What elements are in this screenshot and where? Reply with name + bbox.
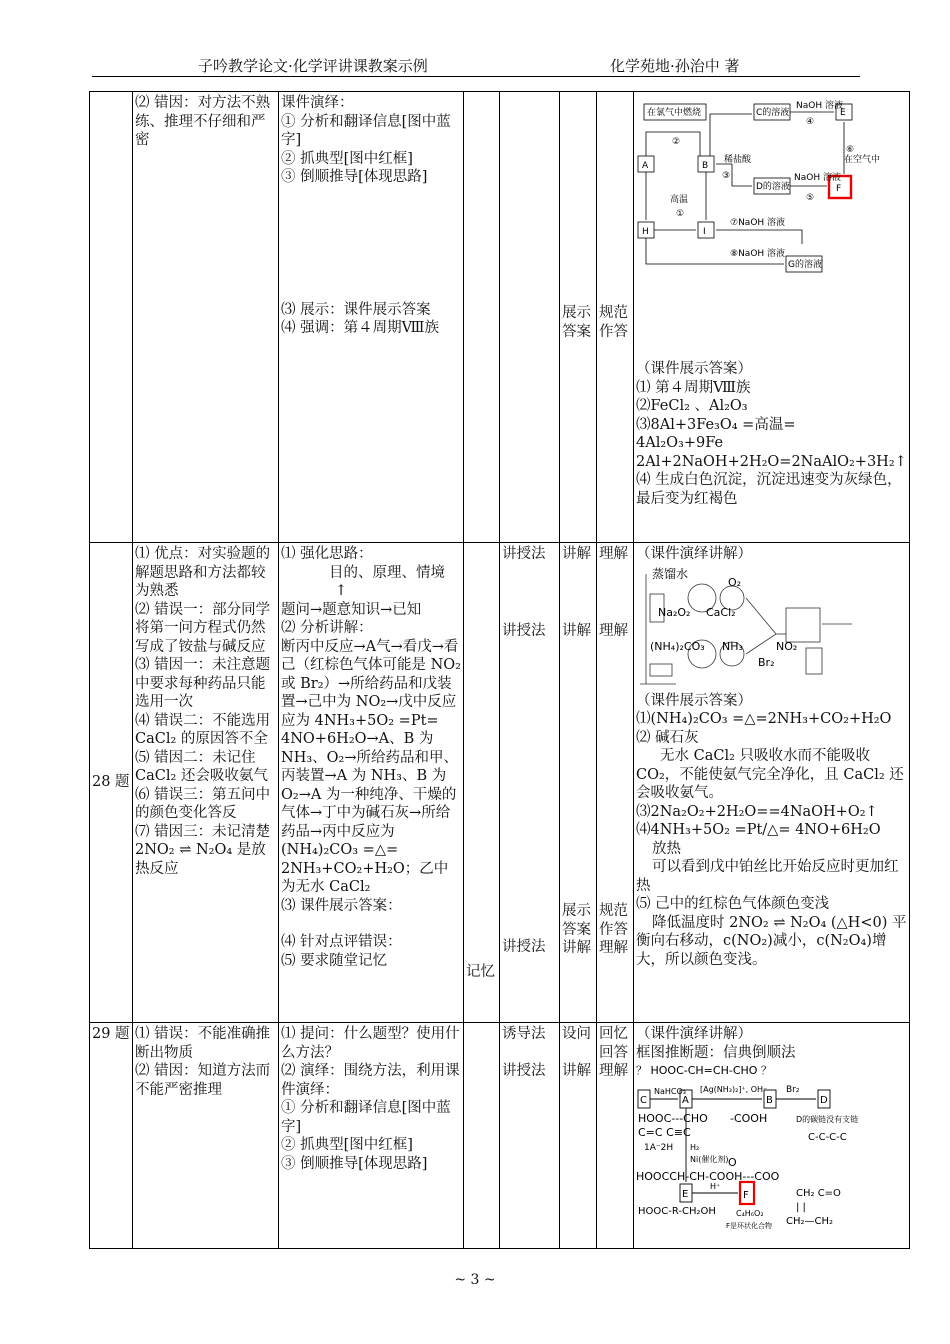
fig-label: HOOCCH-CH-COOH---COO bbox=[636, 1170, 780, 1183]
row3-answer: （课件演绎讲解） bbox=[636, 1026, 752, 1042]
row2-answer: ⑸ 己中的红棕色气体颜色变浅 bbox=[636, 896, 830, 912]
inference-flowchart bbox=[636, 94, 881, 272]
fig-label: Br₂ bbox=[786, 1085, 800, 1095]
fig-label: H⁺ bbox=[710, 1182, 721, 1191]
row3-student: 理解 bbox=[599, 1063, 628, 1079]
cell-student bbox=[597, 1023, 634, 1249]
fig-label: NaOH 溶液 bbox=[796, 101, 843, 111]
fig-label: HOOC---CHO bbox=[638, 1112, 708, 1125]
cell-steps bbox=[279, 1023, 464, 1249]
cell-teacher bbox=[560, 543, 597, 1023]
fig-label: ⑧NaOH 溶液 bbox=[730, 249, 786, 259]
fig-label: Ni(催化剂) bbox=[690, 1155, 729, 1164]
fig-label: E bbox=[682, 1189, 689, 1200]
row2-step: ↑ bbox=[335, 583, 348, 599]
row1-answer: 2Al+2NaOH+2H₂O=2NaAlO₂+3H₂↑ bbox=[636, 453, 907, 470]
row2-answer: 放热 bbox=[652, 840, 681, 857]
header-rule bbox=[92, 76, 860, 77]
fig-label: H₂ bbox=[690, 1143, 700, 1152]
fig-label: CH₂—CH₂ bbox=[786, 1216, 834, 1227]
fig-label: F bbox=[836, 184, 842, 194]
row2-step: ⑸ 要求随堂记忆 bbox=[281, 952, 388, 969]
row3-answer: 框图推断题：信典倒顺法 bbox=[636, 1044, 796, 1061]
cell-steps bbox=[279, 543, 464, 1023]
cell-question bbox=[90, 92, 133, 543]
row2-answer: ⑵ 碱石灰 bbox=[636, 729, 699, 746]
fig-label: ④ bbox=[806, 117, 815, 127]
row1-step: ② 抓典型[图中红框] bbox=[281, 150, 413, 167]
fig-label: C₄H₆O₂ bbox=[736, 1209, 764, 1218]
row1-step: ① 分析和翻译信息[图中蓝字] bbox=[281, 113, 451, 148]
fig-label: D bbox=[820, 1095, 828, 1106]
row1-step: 课件演绎： bbox=[281, 95, 354, 111]
row3-student: 回忆回答 bbox=[599, 1026, 628, 1061]
fig-label: C=C C≡C bbox=[638, 1126, 691, 1139]
fig-label: ① bbox=[676, 209, 685, 219]
cell-memo bbox=[464, 1023, 500, 1249]
row3-method: 讲授法 bbox=[502, 1062, 546, 1079]
question-number: 28 题 bbox=[92, 774, 130, 791]
fig-label: F bbox=[743, 1190, 749, 1201]
cell-steps bbox=[279, 92, 464, 543]
cell-error bbox=[133, 543, 279, 1023]
question-number: 29 题 bbox=[92, 1026, 130, 1042]
row2-student: 理解 bbox=[599, 622, 628, 639]
fig-label: B bbox=[766, 1095, 773, 1106]
row2-error: ⑺ 错因三：未记清楚 2NO₂ ⇌ N₂O₄ 是放热反应 bbox=[135, 823, 275, 877]
fig-label: ？ HOOC-CH=CH-CHO ？ bbox=[636, 1064, 772, 1077]
fig-label: 高温 bbox=[670, 195, 689, 205]
cell-teacher bbox=[560, 92, 597, 543]
fig-label: NaHCO₃ bbox=[654, 1087, 686, 1096]
row3-step: ③ 倒顺推导[体现思路] bbox=[281, 1155, 428, 1172]
cell-courseware bbox=[634, 92, 910, 543]
row2-error: ⑴ 优点：对实验题的解题思路和方法都较为熟悉 bbox=[135, 546, 271, 599]
fig-label: C-C-C-C bbox=[808, 1132, 847, 1143]
apparatus-diagram bbox=[636, 564, 856, 692]
cell-method bbox=[500, 92, 560, 543]
cell-courseware bbox=[634, 543, 910, 1023]
row3-step: ⑴ 提问：什么题型？使用什么方法？ bbox=[281, 1026, 460, 1061]
cell-method bbox=[500, 543, 560, 1023]
fig-label: [Ag(NH₃)₂]⁺, OH⁻ bbox=[700, 1085, 768, 1094]
row2-step: 断丙中反应→A气→看戊→看己（红棕色气体可能是 NO₂ 或 Br₂）→所给药品和戊装置→己中为 NO₂→戊中反应应为 4NH₃+5O₂ =Pt= 4NO+6H₂O→A、B 为 NH₃、O₂→所给药品和甲、丙装置→A 为 NH₃、B 为 O₂→A 为一种纯净、干燥的气体→丁中为碱石灰→所给药品→丙中反应为(NH₄)₂CO₃ =△= 2NH₃+CO₂+H₂O；乙中为无水 CaCl₂ bbox=[281, 638, 466, 895]
cell-question bbox=[90, 1023, 133, 1249]
fig-label: ⑥ bbox=[846, 145, 855, 155]
cell-question bbox=[90, 543, 133, 1023]
fig-label: CaCl₂ bbox=[706, 605, 736, 619]
fig-label: 在氯气中燃烧 bbox=[647, 108, 702, 118]
cell-teacher bbox=[560, 1023, 597, 1249]
row2-teacher: 讲解 bbox=[562, 622, 591, 639]
row2-step: 目的、原理、情境 bbox=[329, 564, 445, 581]
row3-error: ⑴ 错误：不能准确推断出物质 bbox=[135, 1026, 271, 1061]
cell-memo bbox=[464, 92, 500, 543]
row2-step: ⑶ 课件展示答案： bbox=[281, 897, 402, 914]
cell-student bbox=[597, 92, 634, 543]
row2-teacher: 展示答案讲解 bbox=[562, 903, 591, 956]
fig-label: Br₂ bbox=[758, 655, 775, 669]
fig-label: CH₂ C=O bbox=[796, 1188, 841, 1199]
row2-error: ⑸ 错因二：未记住 CaCl₂ 还会吸收氨气 bbox=[135, 749, 268, 784]
cell-student bbox=[597, 543, 634, 1023]
row2-answer: 无水 CaCl₂ 只吸收水而不能吸收 CO₂，不能使氨气完全净化，且 CaCl₂ 还会吸收氨气。 bbox=[636, 748, 904, 801]
row3-teacher: 讲解 bbox=[562, 1062, 591, 1079]
fig-label: D的溶液 bbox=[756, 182, 790, 192]
row1-answer: ⑷ 生成白色沉淀，沉淀迅速变为灰绿色，最后变为红褐色 bbox=[636, 472, 902, 507]
row2-step: ⑷ 针对点评错误： bbox=[281, 934, 402, 950]
fig-label: NaOH 溶液 bbox=[794, 173, 841, 183]
row1-step: ③ 倒顺推导[体现思路] bbox=[281, 169, 428, 185]
fig-label: NH₃ bbox=[722, 639, 743, 653]
row2-student: 理解 bbox=[599, 546, 628, 562]
row2-method: 讲授法 bbox=[502, 622, 546, 639]
row2-answer: ⑴(NH₄)₂CO₃ =△=2NH₃+CO₂+H₂O bbox=[636, 711, 892, 727]
table-row bbox=[90, 1023, 910, 1249]
row1-teacher-act: 展示答案 bbox=[562, 305, 591, 340]
table-row bbox=[90, 543, 910, 1023]
header-right: 化学苑地·孙治中 著 bbox=[610, 57, 740, 75]
cell-method bbox=[500, 1023, 560, 1249]
row2-step: ⑵ 分析讲解： bbox=[281, 620, 373, 636]
fig-label: I bbox=[703, 227, 706, 237]
fig-label: C的溶液 bbox=[756, 108, 790, 118]
row2-error: ⑹ 错误三：第五问中的颜色变化答反 bbox=[135, 786, 271, 821]
row2-error: ⑵ 错误一：部分同学将第一问方程式仍然写成了铵盐与碱反应 bbox=[135, 601, 271, 655]
fig-label: Na₂O₂ bbox=[658, 605, 691, 619]
cell-courseware bbox=[634, 1023, 910, 1249]
fig-label: A bbox=[642, 161, 649, 171]
row1-step: ⑶ 展示：课件展示答案 bbox=[281, 301, 431, 318]
row3-method: 诱导法 bbox=[502, 1026, 546, 1042]
row3-step: ② 抓典型[图中红框] bbox=[281, 1137, 413, 1153]
fig-label: E bbox=[840, 108, 846, 118]
fig-label: (NH₄)₂CO₃ bbox=[650, 639, 705, 653]
cell-error bbox=[133, 92, 279, 543]
row1-answer: ⑴ 第４周期Ⅷ族 bbox=[636, 379, 751, 396]
fig-label: 稀盐酸 bbox=[724, 155, 752, 165]
row2-step: ⑴ 强化思路： bbox=[281, 546, 373, 562]
row1-answer: （课件展示答案） bbox=[636, 361, 752, 377]
page-number: ~ 3 ~ bbox=[454, 1272, 496, 1288]
row2-answer: （课件展示答案） bbox=[636, 692, 752, 709]
header-left: 子吟教学论文·化学评讲课教案示例 bbox=[198, 57, 428, 75]
row2-method: 讲授法 bbox=[502, 939, 546, 955]
row1-answer: ⑵FeCl₂ 、Al₂O₃ bbox=[636, 398, 748, 414]
fig-label: D的碳链没有支链 bbox=[796, 1115, 859, 1124]
row2-step: 题问→题意知识→已知 bbox=[281, 601, 422, 618]
cell-error bbox=[133, 1023, 279, 1249]
fig-label: ⑦NaOH 溶液 bbox=[730, 218, 786, 228]
row2-answer: 降低温度时 2NO₂ ⇌ N₂O₄ (△H<0) 平衡向右移动，c(NO₂)减小，c(N₂O₄)增大，所以颜色变浅。 bbox=[636, 914, 907, 968]
lesson-table bbox=[89, 91, 910, 1249]
row3-step: ① 分析和翻译信息[图中蓝字] bbox=[281, 1100, 451, 1135]
fig-label: ② bbox=[672, 137, 681, 147]
row2-answer: 可以看到戊中铂丝比开始反应时更加红热 bbox=[636, 859, 899, 894]
row2-student: 规范作答理解 bbox=[599, 903, 628, 956]
fig-label: O₂ bbox=[728, 575, 742, 589]
fig-label: 1A⁻2H bbox=[644, 1143, 674, 1153]
row1-student-act: 规范作答 bbox=[599, 305, 628, 340]
fig-label: G的溶液 bbox=[788, 260, 822, 270]
fig-label: | | bbox=[796, 1202, 806, 1213]
row2-answer: ⑶2Na₂O₂+2H₂O==4NaOH+O₂↑ bbox=[636, 803, 878, 820]
row2-method: 讲授法 bbox=[502, 546, 546, 562]
row1-error-text: ⑵ 错因：对方法不熟练、推理不仔细和严密 bbox=[135, 95, 271, 148]
cell-memo bbox=[464, 543, 500, 1023]
fig-label: O bbox=[728, 1156, 737, 1169]
fig-label: 蒸馏水 bbox=[652, 566, 689, 581]
row2-error: ⑷ 错误二：不能选用 CaCl₂ 的原因答不全 bbox=[135, 712, 275, 747]
row3-error: ⑵ 错因：知道方法而不能严密推理 bbox=[135, 1063, 271, 1098]
row1-answer: ⑶8Al+3Fe₃O₄ =高温= bbox=[636, 416, 796, 433]
row2-answer: ⑷4NH₃+5O₂ =Pt/△= 4NO+6H₂O bbox=[636, 822, 881, 838]
fig-label: ③ bbox=[722, 171, 731, 181]
row2-answer: （课件演绎讲解） bbox=[636, 546, 752, 562]
row3-teacher: 设问 bbox=[562, 1026, 591, 1042]
row1-step: ⑷ 强调：第４周期Ⅷ族 bbox=[281, 320, 439, 336]
fig-label: C bbox=[640, 1095, 647, 1106]
row3-step: ⑵ 演绎：围绕方法，利用课件演绎： bbox=[281, 1063, 460, 1098]
fig-label: F是环状化合物 bbox=[726, 1222, 773, 1230]
fig-label: HOOC-R-CH₂OH bbox=[638, 1206, 716, 1217]
row2-error: ⑶ 错因一：未注意题中要求每种药品只能选用一次 bbox=[135, 657, 271, 710]
row2-teacher: 讲解 bbox=[562, 546, 591, 562]
organic-inference-diagram bbox=[636, 1062, 859, 1232]
fig-label: -COOH bbox=[730, 1112, 768, 1125]
fig-label: ⑤ bbox=[806, 193, 815, 203]
row1-answer: 4Al₂O₃+9Fe bbox=[636, 435, 724, 451]
fig-label: B bbox=[702, 161, 709, 171]
row2-memo: 记忆 bbox=[466, 964, 495, 980]
fig-label: 在空气中 bbox=[844, 155, 881, 165]
fig-label: H bbox=[642, 227, 649, 237]
table-row bbox=[90, 92, 910, 543]
fig-label: NO₂ bbox=[776, 639, 798, 653]
fig-label: A bbox=[682, 1095, 689, 1106]
